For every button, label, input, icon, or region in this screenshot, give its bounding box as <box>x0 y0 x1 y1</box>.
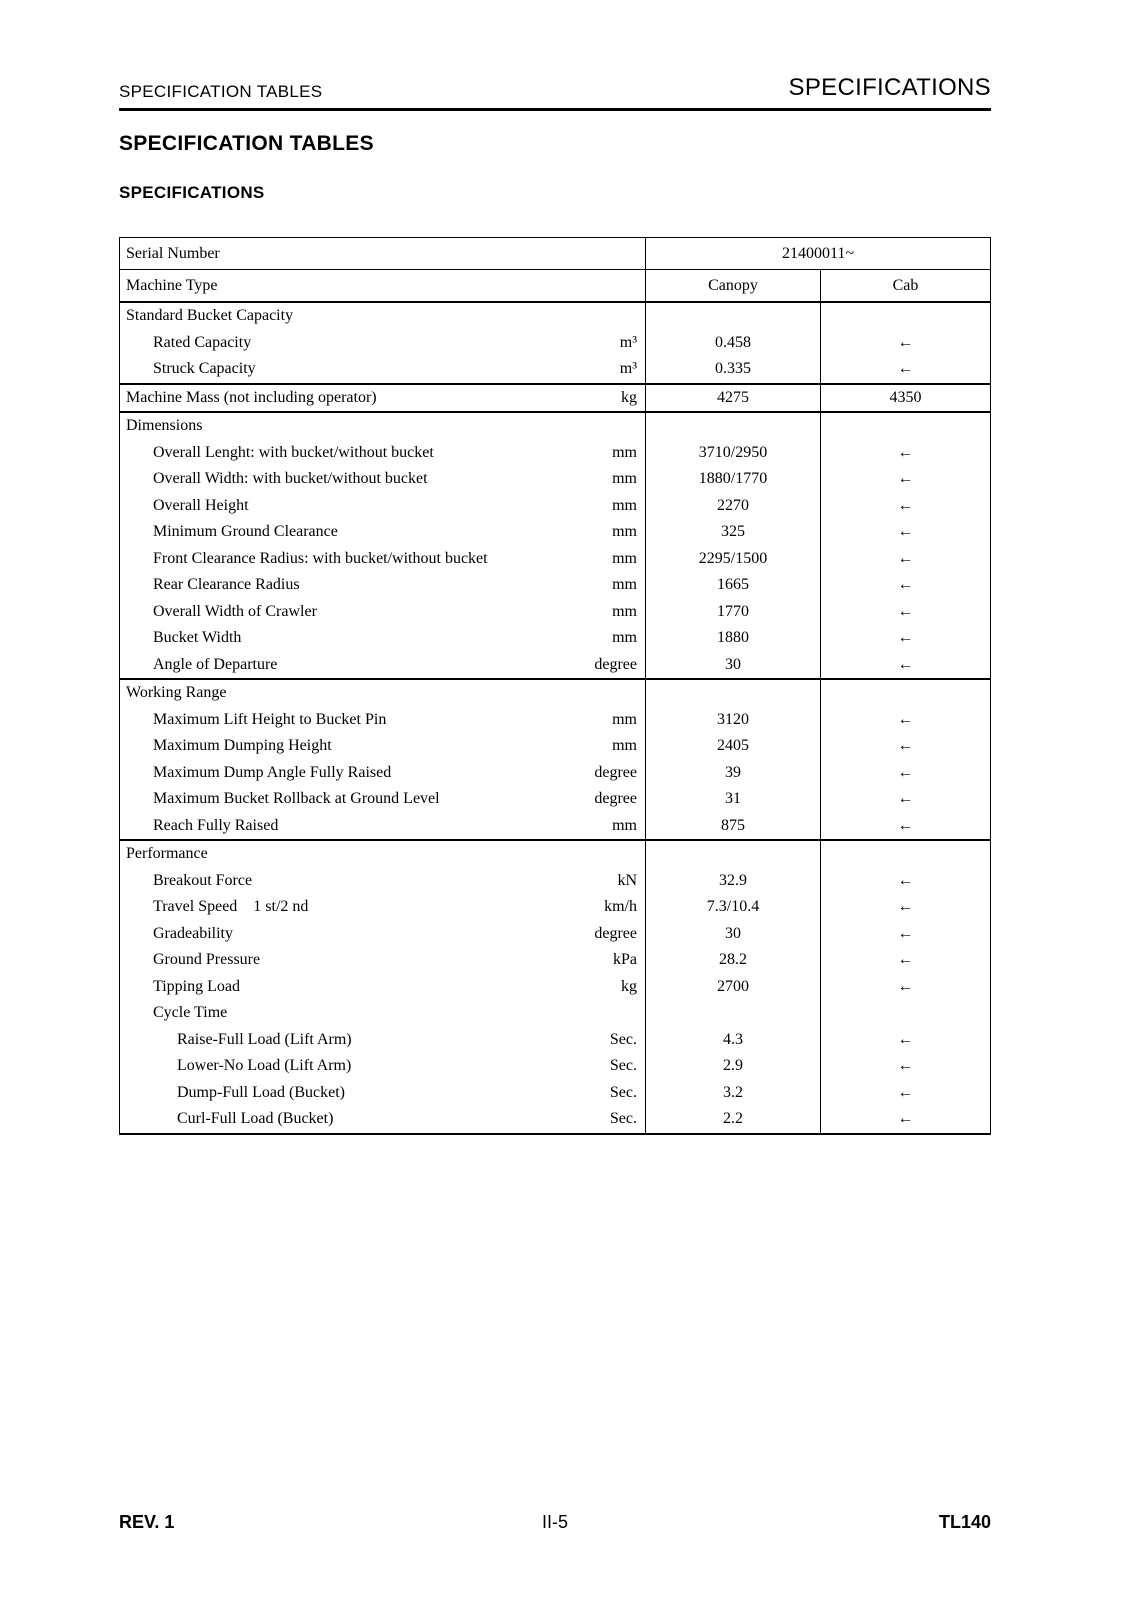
cell-canopy-value: 2295/1500 <box>646 546 821 573</box>
row-unit: Sec. <box>609 1057 637 1075</box>
row-unit: km/h <box>604 898 637 916</box>
cell-cab-value: ← <box>897 977 914 995</box>
row-unit: degree <box>594 763 637 781</box>
spec-row-label-cell <box>120 1106 646 1133</box>
spec-row <box>120 733 990 760</box>
cell-canopy-value <box>646 1000 821 1027</box>
row-unit: mm <box>612 523 637 541</box>
cell-cab-value: ← <box>897 443 914 461</box>
cell-canopy-value: 1880 <box>646 625 821 652</box>
row-unit: degree <box>594 790 637 808</box>
row-label: Maximum Lift Height to Bucket Pin <box>153 710 387 728</box>
spec-row <box>120 383 990 412</box>
row-unit: m³ <box>619 333 637 351</box>
cell-canopy-value: 1880/1770 <box>646 466 821 493</box>
cell-canopy-value: 2700 <box>646 974 821 1001</box>
row-label: Maximum Dumping Height <box>153 737 332 755</box>
header-section-label: SPECIFICATION TABLES <box>119 82 323 101</box>
spec-row <box>120 947 990 974</box>
spec-row-label-cell <box>120 356 646 383</box>
row-label: Angle of Departure <box>153 655 278 673</box>
cell-canopy-value: 2270 <box>646 493 821 520</box>
cell-cab-value: 4350 <box>889 388 922 406</box>
row-label: Dimensions <box>126 417 203 435</box>
column-header-canopy: Canopy <box>646 270 821 301</box>
running-header <box>119 0 991 111</box>
cell-cab-value: ← <box>897 655 914 673</box>
spec-row <box>120 330 990 357</box>
machine-type-label <box>120 270 646 301</box>
spec-row-label-cell <box>120 493 646 520</box>
cell-canopy-value: 1770 <box>646 599 821 626</box>
cell-cab-value <box>821 413 990 440</box>
row-unit: Sec. <box>609 1030 637 1048</box>
spec-row-label-cell <box>120 1000 646 1027</box>
spec-row-label-cell <box>120 868 646 895</box>
spec-row <box>120 786 990 813</box>
row-label: Cycle Time <box>153 1004 228 1022</box>
footer-revision: REV. 1 <box>119 1512 175 1532</box>
cell-canopy-value: 325 <box>646 519 821 546</box>
cell-canopy-value <box>646 303 821 330</box>
cell-cab-value: ← <box>897 602 914 620</box>
cell-cab-value: ← <box>897 816 914 834</box>
row-label: Travel Speed 1 st/2 nd <box>153 898 309 916</box>
cell-canopy-value: 875 <box>646 813 821 840</box>
cell-canopy-value: 2.2 <box>646 1106 821 1133</box>
row-unit: kg <box>621 977 637 995</box>
row-label: Performance <box>126 845 208 863</box>
cell-cab-value: ← <box>897 1030 914 1048</box>
spec-row-label-cell <box>120 572 646 599</box>
row-label: Ground Pressure <box>153 951 261 969</box>
cell-canopy-value: 31 <box>646 786 821 813</box>
cell-canopy-value: 0.458 <box>646 330 821 357</box>
spec-row-label-cell <box>120 974 646 1001</box>
cell-canopy-value: 0.335 <box>646 356 821 383</box>
cell-cab-value <box>821 841 990 868</box>
row-label: Serial Number <box>126 244 220 262</box>
spec-row <box>120 356 990 383</box>
row-label: Curl-Full Load (Bucket) <box>177 1110 334 1128</box>
cell-cab-value: ← <box>897 710 914 728</box>
cell-cab-value <box>821 680 990 707</box>
row-label: Minimum Ground Clearance <box>153 523 338 541</box>
spec-row-label-cell <box>120 625 646 652</box>
cell-cab-value: ← <box>897 549 914 567</box>
spec-row <box>120 303 990 330</box>
cell-canopy-value: 3710/2950 <box>646 440 821 467</box>
spec-row <box>120 599 990 626</box>
page-subtitle: SPECIFICATIONS <box>119 183 265 202</box>
spec-row <box>120 921 990 948</box>
row-unit: kN <box>617 871 637 889</box>
row-label: Overall Lenght: with bucket/without bucket <box>153 443 434 461</box>
spec-row <box>120 707 990 734</box>
column-header-cab: Cab <box>892 276 919 294</box>
cell-cab-value: ← <box>897 898 914 916</box>
spec-row-label-cell <box>120 1053 646 1080</box>
cell-cab-value <box>821 1000 990 1027</box>
spec-row-label-cell <box>120 385 646 412</box>
row-unit: mm <box>612 576 637 594</box>
row-unit: Sec. <box>609 1083 637 1101</box>
spec-row-label-cell <box>120 546 646 573</box>
row-label: Dump-Full Load (Bucket) <box>177 1083 345 1101</box>
cell-cab-value <box>821 303 990 330</box>
spec-row-label-cell <box>120 413 646 440</box>
row-label: Lower-No Load (Lift Arm) <box>177 1057 352 1075</box>
machine-type-row <box>120 270 990 303</box>
row-label: Overall Height <box>153 496 249 514</box>
cell-canopy-value <box>646 841 821 868</box>
spec-row <box>120 546 990 573</box>
row-unit: mm <box>612 549 637 567</box>
cell-canopy-value: 3.2 <box>646 1080 821 1107</box>
cell-canopy-value: 30 <box>646 921 821 948</box>
cell-canopy-value: 32.9 <box>646 868 821 895</box>
spec-row-label-cell <box>120 519 646 546</box>
spec-row <box>120 440 990 467</box>
spec-row-label-cell <box>120 894 646 921</box>
cell-canopy-value: 1665 <box>646 572 821 599</box>
cell-cab-value: ← <box>897 871 914 889</box>
row-unit: kPa <box>613 951 637 969</box>
row-label: Tipping Load <box>153 977 240 995</box>
spec-row-label-cell <box>120 330 646 357</box>
row-label: Breakout Force <box>153 871 253 889</box>
row-label: Rated Capacity <box>153 333 252 351</box>
row-unit: Sec. <box>609 1110 637 1128</box>
cell-cab-value: ← <box>897 1057 914 1075</box>
spec-row <box>120 572 990 599</box>
spec-row <box>120 1080 990 1107</box>
cell-canopy-value: 2405 <box>646 733 821 760</box>
row-unit: mm <box>612 470 637 488</box>
cell-canopy-value: 2.9 <box>646 1053 821 1080</box>
spec-row-label-cell <box>120 760 646 787</box>
cell-cab-value: ← <box>897 1083 914 1101</box>
spec-row <box>120 1053 990 1080</box>
spec-row-label-cell <box>120 466 646 493</box>
spec-row <box>120 1027 990 1054</box>
cell-cab-value: ← <box>897 951 914 969</box>
cell-cab-value: ← <box>897 924 914 942</box>
cell-canopy-value: 4.3 <box>646 1027 821 1054</box>
row-label: Struck Capacity <box>153 360 256 378</box>
spec-row <box>120 760 990 787</box>
cell-cab-value: ← <box>897 470 914 488</box>
spec-row <box>120 678 990 707</box>
cell-cab-value: ← <box>897 737 914 755</box>
row-label: Machine Mass (not including operator) <box>126 388 377 406</box>
cell-canopy-value: 28.2 <box>646 947 821 974</box>
cell-cab-value: ← <box>897 576 914 594</box>
spec-row <box>120 1106 990 1133</box>
spec-row-label-cell <box>120 786 646 813</box>
row-unit: degree <box>594 924 637 942</box>
cell-canopy-value: 30 <box>646 652 821 679</box>
cell-canopy-value: 7.3/10.4 <box>646 894 821 921</box>
row-unit: mm <box>612 496 637 514</box>
spec-row <box>120 839 990 868</box>
row-unit: mm <box>612 602 637 620</box>
cell-canopy-value: 4275 <box>646 385 821 412</box>
cell-canopy-value <box>646 680 821 707</box>
spec-row-label-cell <box>120 1080 646 1107</box>
row-unit: m³ <box>619 360 637 378</box>
spec-row-label-cell <box>120 813 646 840</box>
cell-canopy-value: 3120 <box>646 707 821 734</box>
row-unit: mm <box>612 629 637 647</box>
row-label: Raise-Full Load (Lift Arm) <box>177 1030 352 1048</box>
cell-cab-value: ← <box>897 360 914 378</box>
spec-table-body <box>120 303 990 1133</box>
page-title: SPECIFICATION TABLES <box>119 132 374 155</box>
cell-cab-value: ← <box>897 629 914 647</box>
row-label: Bucket Width <box>153 629 242 647</box>
spec-row-label-cell <box>120 707 646 734</box>
row-label: Machine Type <box>126 276 218 294</box>
spec-row-label-cell <box>120 921 646 948</box>
row-unit: mm <box>612 710 637 728</box>
row-unit: degree <box>594 655 637 673</box>
spec-row <box>120 1000 990 1027</box>
spec-row <box>120 625 990 652</box>
spec-row-label-cell <box>120 599 646 626</box>
row-unit: mm <box>612 737 637 755</box>
footer-page-number: II-5 <box>541 1512 568 1532</box>
spec-row <box>120 493 990 520</box>
cell-cab-value: ← <box>897 496 914 514</box>
row-label: Gradeability <box>153 924 233 942</box>
spec-row-label-cell <box>120 440 646 467</box>
row-label: Rear Clearance Radius <box>153 576 300 594</box>
spec-table <box>119 237 991 1135</box>
spec-row-label-cell <box>120 733 646 760</box>
row-unit: mm <box>612 816 637 834</box>
spec-row-label-cell <box>120 841 646 868</box>
spec-row <box>120 411 990 440</box>
row-label: Overall Width: with bucket/without bucket <box>153 470 428 488</box>
serial-number-label <box>120 238 646 269</box>
row-label: Standard Bucket Capacity <box>126 307 294 325</box>
row-label: Maximum Bucket Rollback at Ground Level <box>153 790 440 808</box>
cell-cab-value: ← <box>897 790 914 808</box>
row-label: Working Range <box>126 684 227 702</box>
spec-row <box>120 868 990 895</box>
spec-row-label-cell <box>120 680 646 707</box>
cell-cab-value: ← <box>897 1110 914 1128</box>
cell-cab-value: ← <box>897 523 914 541</box>
row-label: Maximum Dump Angle Fully Raised <box>153 763 392 781</box>
row-label: Reach Fully Raised <box>153 816 279 834</box>
spec-row <box>120 519 990 546</box>
row-label: Front Clearance Radius: with bucket/without bucket <box>153 549 488 567</box>
spec-row <box>120 466 990 493</box>
cell-cab-value: ← <box>897 333 914 351</box>
spec-row-label-cell <box>120 303 646 330</box>
spec-row <box>120 652 990 679</box>
serial-number-value: 21400011~ <box>781 244 855 262</box>
footer-model-number: TL140 <box>938 1512 991 1532</box>
row-unit: mm <box>612 443 637 461</box>
spec-row-label-cell <box>120 652 646 679</box>
spec-row-label-cell <box>120 947 646 974</box>
spec-row-label-cell <box>120 1027 646 1054</box>
cell-canopy-value <box>646 413 821 440</box>
header-chapter-label: SPECIFICATIONS <box>788 74 991 101</box>
spec-row <box>120 894 990 921</box>
footer <box>119 1512 991 1533</box>
serial-number-row <box>120 238 990 270</box>
cell-canopy-value: 39 <box>646 760 821 787</box>
spec-row <box>120 813 990 840</box>
row-unit: kg <box>621 388 637 406</box>
cell-cab-value: ← <box>897 763 914 781</box>
spec-row <box>120 974 990 1001</box>
row-label: Overall Width of Crawler <box>153 602 317 620</box>
